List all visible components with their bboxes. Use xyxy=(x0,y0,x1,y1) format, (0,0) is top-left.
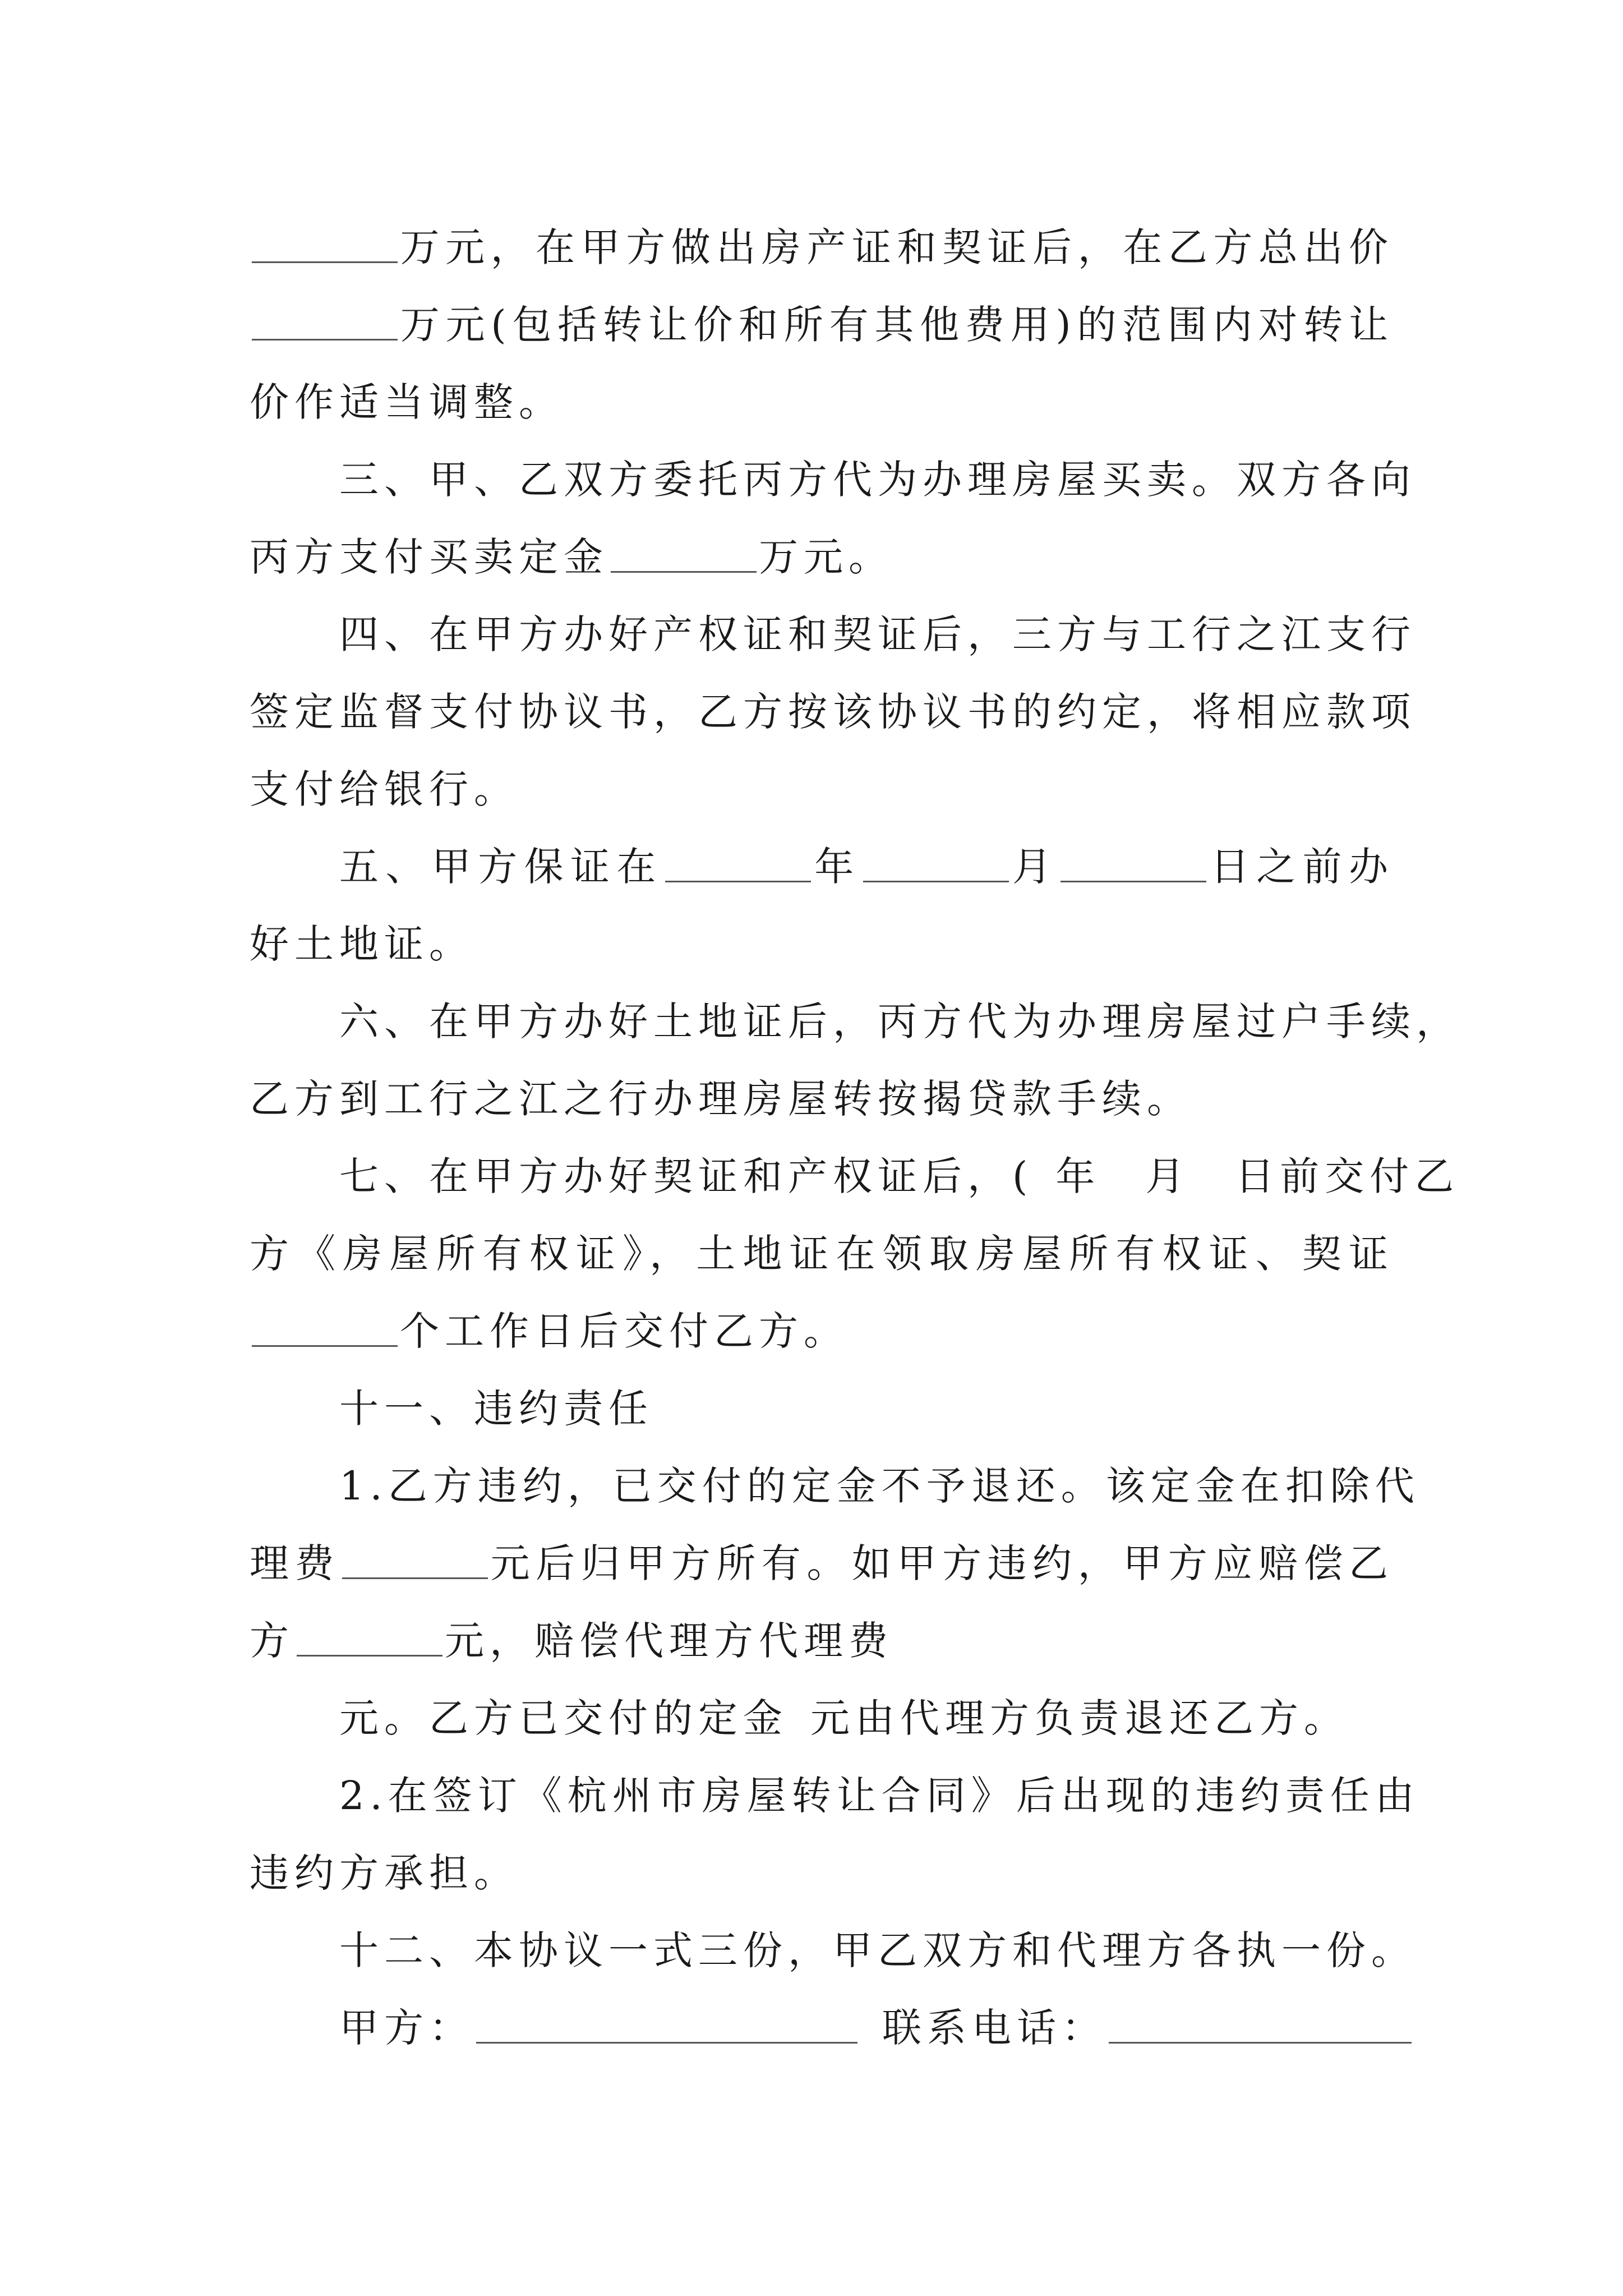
text-segment: 方 xyxy=(250,1618,294,1664)
clause-12-line xyxy=(250,1912,1416,1989)
text-segment: 年 xyxy=(813,844,861,890)
clause-11-title xyxy=(250,1370,1394,1447)
document-body xyxy=(250,209,1461,2067)
text-segment: 元后归甲方所有。如甲方违约，甲方应赔偿乙 xyxy=(490,1540,1394,1586)
clause-6-line xyxy=(250,983,1461,1060)
text-line xyxy=(250,286,1394,364)
text-segment: 方《房屋所有权证》，土地证在领取房屋所有权证、契证 xyxy=(250,1231,1394,1277)
text-segment: 丙方支付买卖定金 xyxy=(250,534,608,580)
clause-11-item-2 xyxy=(250,1757,1420,1834)
fill-blank xyxy=(863,847,1009,882)
clause-5-line xyxy=(250,828,1394,905)
text-segment: 个工作日后交付乙方。 xyxy=(400,1308,849,1354)
text-segment: 1.乙方违约，已交付的定金不予退还。该定金在扣除代 xyxy=(339,1463,1420,1509)
text-segment: 理费 xyxy=(250,1540,340,1586)
fill-blank xyxy=(1061,847,1206,882)
section-heading: 十一、违约责任 xyxy=(339,1386,653,1432)
text-segment: 六、在甲方办好土地证后，丙方代为办理房屋过户手续， xyxy=(339,999,1461,1045)
text-segment: 签定监督支付协议书，乙方按该协议书的约定，将相应款项 xyxy=(250,689,1416,735)
fill-blank xyxy=(252,305,398,341)
text-segment: 2.在签订《杭州市房屋转让合同》后出现的违约责任由 xyxy=(339,1773,1420,1819)
signature-line xyxy=(250,1989,1394,2067)
clause-4-line xyxy=(250,673,1416,751)
text-segment: 价作适当调整。 xyxy=(250,379,564,425)
text-segment: 月 xyxy=(1145,1153,1191,1199)
text-segment: 日前交付乙 xyxy=(1235,1153,1460,1199)
phone-field xyxy=(1109,2008,1412,2044)
phone-label: 联系电话： xyxy=(882,2005,1106,2051)
text-segment: 三、甲、乙双方委托丙方代为办理房屋买卖。双方各向 xyxy=(339,457,1416,503)
text-segment: 乙方到工行之江之行办理房屋转按揭贷款手续。 xyxy=(250,1076,1192,1122)
text-segment: 万元。 xyxy=(759,534,893,580)
fill-blank xyxy=(252,1312,398,1347)
text-segment: 四、在甲方办好产权证和契证后，三方与工行之江支行 xyxy=(339,611,1416,657)
clause-11-item-1 xyxy=(250,1447,1420,1525)
clause-7-line xyxy=(250,1292,1394,1370)
text-segment: 万元，在甲方做出房产证和契证后，在乙方总出价 xyxy=(400,224,1394,270)
fill-blank xyxy=(342,1544,488,1579)
text-segment: 月 xyxy=(1011,844,1059,890)
text-segment: 支付给银行。 xyxy=(250,766,519,812)
clause-4-line xyxy=(250,751,1394,828)
text-line xyxy=(250,209,1394,286)
text-segment: 日之前办 xyxy=(1209,844,1394,890)
clause-3-line xyxy=(250,518,1394,596)
clause-11-item-1 xyxy=(250,1602,1394,1680)
clause-5-line xyxy=(250,905,1394,983)
text-segment: 元由代理方负责退还乙方。 xyxy=(810,1695,1349,1741)
clause-7-line xyxy=(250,1215,1394,1292)
text-segment: 七、在甲方办好契证和产权证后，( xyxy=(339,1153,1034,1199)
party-a-signature-field xyxy=(476,2008,857,2044)
clause-7-line xyxy=(250,1138,1460,1215)
text-segment: 违约方承担。 xyxy=(250,1850,519,1896)
fill-blank xyxy=(252,228,398,263)
text-line xyxy=(250,364,1394,441)
clause-11-item-2 xyxy=(250,1834,1394,1912)
clause-11-item-1 xyxy=(250,1525,1394,1602)
clause-3-line xyxy=(250,441,1416,518)
clause-11-item-1 xyxy=(250,1680,1394,1757)
clause-4-line xyxy=(250,596,1416,673)
fill-blank xyxy=(611,537,757,573)
party-a-label: 甲方： xyxy=(339,2005,474,2051)
text-segment: 五、甲方保证在 xyxy=(339,844,663,890)
fill-blank xyxy=(297,1621,442,1657)
clause-6-line xyxy=(250,1060,1394,1138)
text-segment: 年 xyxy=(1055,1153,1101,1199)
text-segment: 十二、本协议一式三份，甲乙双方和代理方各执一份。 xyxy=(339,1927,1416,1973)
fill-blank xyxy=(665,847,811,882)
text-segment: 元。乙方已交付的定金 xyxy=(339,1695,788,1741)
text-segment: 万元(包括转让价和所有其他费用)的范围内对转让 xyxy=(400,302,1394,348)
text-segment: 元，赔偿代理方代理费 xyxy=(445,1618,893,1664)
text-segment: 好土地证。 xyxy=(250,921,474,967)
